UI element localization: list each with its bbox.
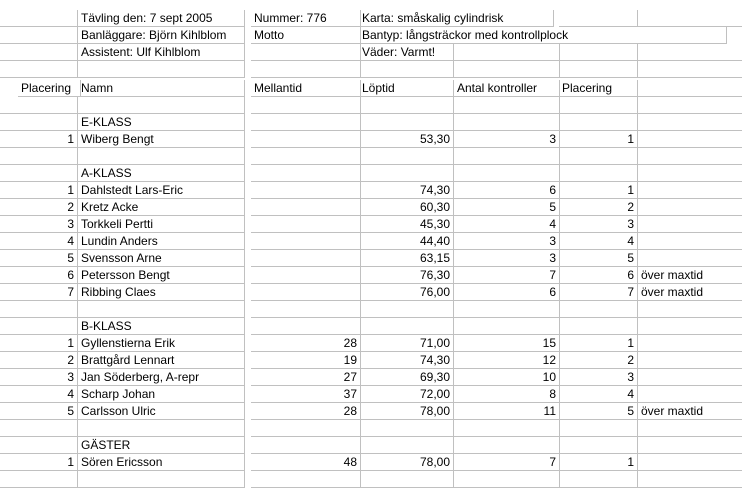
namn-cell[interactable]: Torkkeli Pertti (78, 216, 245, 233)
class-heading-b[interactable]: B-KLASS (78, 318, 245, 335)
info-row-3 (0, 44, 742, 61)
cell[interactable] (359, 420, 454, 437)
antal-cell[interactable]: 6 (454, 182, 560, 199)
cell[interactable] (0, 61, 78, 78)
antal-cell[interactable]: 8 (454, 386, 560, 403)
placering2-cell[interactable]: 1 (559, 131, 638, 148)
cell[interactable] (359, 437, 454, 454)
karta-cell[interactable]: Karta: småskalig cylindrisk (359, 10, 554, 27)
nummer-cell[interactable]: Nummer: 776 (251, 10, 361, 27)
namn-cell[interactable]: Lundin Anders (78, 233, 245, 250)
table-row (0, 403, 742, 420)
cell[interactable] (251, 148, 361, 165)
namn-cell[interactable]: Kretz Acke (78, 199, 245, 216)
note-cell[interactable]: över maxtid (638, 267, 742, 284)
cell[interactable] (638, 165, 742, 182)
loptid-cell[interactable]: 76,00 (359, 284, 454, 301)
class-heading-row (0, 318, 742, 335)
mellantid-cell[interactable] (251, 250, 361, 267)
cell[interactable] (454, 471, 560, 488)
cell[interactable] (638, 148, 742, 165)
namn-cell[interactable]: Gyllenstierna Erik (78, 335, 245, 352)
cell[interactable] (251, 471, 361, 488)
cell[interactable] (559, 61, 638, 78)
cell[interactable] (559, 437, 638, 454)
cell[interactable] (638, 97, 742, 114)
placering2-cell[interactable]: 4 (559, 386, 638, 403)
table-row (0, 216, 742, 233)
placering-cell[interactable]: 1 (0, 454, 78, 471)
empty-row (0, 61, 742, 78)
table-row (0, 369, 742, 386)
cell[interactable] (251, 301, 361, 318)
loptid-cell[interactable]: 60,30 (359, 199, 454, 216)
empty-row (0, 97, 742, 114)
antal-cell[interactable]: 5 (454, 199, 560, 216)
note-cell[interactable]: över maxtid (638, 403, 742, 420)
class-heading-row (0, 437, 742, 454)
loptid-cell[interactable]: 45,30 (359, 216, 454, 233)
cell[interactable] (454, 318, 560, 335)
mellantid-cell[interactable]: 19 (251, 352, 361, 369)
cell[interactable] (78, 148, 245, 165)
cell[interactable] (251, 420, 361, 437)
placering-cell[interactable]: 1 (0, 335, 78, 352)
class-heading-row (0, 114, 742, 131)
table-row (0, 284, 742, 301)
placering2-cell[interactable]: 1 (559, 182, 638, 199)
cell[interactable] (0, 437, 78, 454)
placering-cell[interactable]: 3 (0, 216, 78, 233)
cell[interactable] (78, 301, 245, 318)
cell[interactable] (0, 10, 78, 27)
cell[interactable] (454, 420, 560, 437)
cell[interactable] (454, 97, 560, 114)
cell[interactable] (638, 301, 742, 318)
info-row-2 (0, 27, 742, 44)
placering-cell[interactable]: 4 (0, 386, 78, 403)
cell[interactable] (251, 437, 361, 454)
placering-cell[interactable]: 5 (0, 403, 78, 420)
note-cell[interactable] (638, 199, 742, 216)
antal-cell[interactable]: 3 (454, 131, 560, 148)
cell[interactable] (559, 10, 638, 27)
cell[interactable] (0, 97, 78, 114)
empty-row (0, 471, 742, 488)
loptid-cell[interactable]: 44,40 (359, 233, 454, 250)
cell[interactable] (0, 44, 78, 61)
namn-cell[interactable]: Petersson Bengt (78, 267, 245, 284)
cell[interactable] (0, 114, 78, 131)
namn-cell[interactable]: Ribbing Claes (78, 284, 245, 301)
mellantid-cell[interactable]: 37 (251, 386, 361, 403)
note-cell[interactable] (638, 369, 742, 386)
table-row (0, 352, 742, 369)
note-cell[interactable] (638, 335, 742, 352)
motto-cell[interactable]: Motto (251, 27, 361, 44)
table-row (0, 386, 742, 403)
mellantid-cell[interactable] (251, 267, 361, 284)
mellantid-cell[interactable]: 48 (251, 454, 361, 471)
cell[interactable] (454, 114, 560, 131)
class-heading-row (0, 165, 742, 182)
loptid-cell[interactable]: 71,00 (359, 335, 454, 352)
cell[interactable] (359, 471, 454, 488)
cell[interactable] (359, 114, 454, 131)
loptid-cell[interactable]: 53,30 (359, 131, 454, 148)
table-row (0, 335, 742, 352)
note-cell[interactable] (638, 182, 742, 199)
placering2-cell[interactable]: 7 (559, 284, 638, 301)
antal-cell[interactable]: 3 (454, 233, 560, 250)
placering2-cell[interactable]: 1 (559, 454, 638, 471)
placering2-cell[interactable]: 6 (559, 267, 638, 284)
namn-cell[interactable]: Brattgård Lennart (78, 352, 245, 369)
cell[interactable] (559, 318, 638, 335)
placering2-cell[interactable]: 2 (559, 352, 638, 369)
placering-cell[interactable]: 2 (0, 352, 78, 369)
placering-cell[interactable]: 1 (0, 131, 78, 148)
cell[interactable] (0, 318, 78, 335)
mellantid-cell[interactable] (251, 216, 361, 233)
antal-cell[interactable]: 10 (454, 369, 560, 386)
header-placering[interactable]: Placering (18, 80, 81, 97)
loptid-cell[interactable]: 74,30 (359, 182, 454, 199)
cell[interactable] (0, 301, 78, 318)
placering2-cell[interactable]: 3 (559, 216, 638, 233)
placering-cell[interactable]: 6 (0, 267, 78, 284)
empty-row (0, 148, 742, 165)
cell[interactable] (251, 114, 361, 131)
cell[interactable] (0, 420, 78, 437)
cell[interactable] (251, 97, 361, 114)
loptid-cell[interactable]: 78,00 (359, 454, 454, 471)
cell[interactable] (78, 471, 245, 488)
cell[interactable] (359, 61, 454, 78)
placering2-cell[interactable]: 5 (559, 250, 638, 267)
namn-cell[interactable]: Sören Ericsson (78, 454, 245, 471)
mellantid-cell[interactable]: 28 (251, 335, 361, 352)
cell[interactable] (454, 61, 560, 78)
loptid-cell[interactable]: 78,00 (359, 403, 454, 420)
cell[interactable] (0, 165, 78, 182)
assistent-cell[interactable]: Assistent: Ulf Kihlblom (78, 44, 245, 61)
loptid-cell[interactable]: 63,15 (359, 250, 454, 267)
note-cell[interactable] (638, 352, 742, 369)
vader-cell[interactable]: Väder: Varmt! (359, 44, 454, 61)
bantyp-cell[interactable]: Bantyp: långsträckor med kontrollplock (359, 27, 727, 44)
cell[interactable] (638, 10, 742, 27)
table-row (0, 131, 742, 148)
placering-cell[interactable]: 7 (0, 284, 78, 301)
cell[interactable] (559, 471, 638, 488)
header-namn[interactable]: Namn (78, 80, 245, 97)
note-cell[interactable] (638, 454, 742, 471)
mellantid-cell[interactable] (251, 199, 361, 216)
table-row (0, 199, 742, 216)
placering-cell[interactable]: 5 (0, 250, 78, 267)
loptid-cell[interactable]: 76,30 (359, 267, 454, 284)
empty-row (0, 420, 742, 437)
mellantid-cell[interactable]: 28 (251, 403, 361, 420)
table-row (0, 233, 742, 250)
antal-cell[interactable]: 7 (454, 454, 560, 471)
header-placering-2[interactable]: Placering (559, 80, 638, 97)
placering-cell[interactable]: 3 (0, 369, 78, 386)
mellantid-cell[interactable] (251, 284, 361, 301)
namn-cell[interactable]: Svensson Arne (78, 250, 245, 267)
table-row (0, 454, 742, 471)
cell[interactable] (0, 148, 78, 165)
column-header-row (0, 80, 742, 97)
placering-cell[interactable]: 2 (0, 199, 78, 216)
cell[interactable] (251, 165, 361, 182)
table-row (0, 250, 742, 267)
placering2-cell[interactable]: 4 (559, 233, 638, 250)
class-heading-a[interactable]: A-KLASS (78, 165, 245, 182)
note-cell[interactable]: över maxtid (638, 284, 742, 301)
cell[interactable] (78, 61, 245, 78)
namn-cell[interactable]: Scharp Johan (78, 386, 245, 403)
antal-cell[interactable]: 12 (454, 352, 560, 369)
loptid-cell[interactable]: 69,30 (359, 369, 454, 386)
placering-cell[interactable]: 4 (0, 233, 78, 250)
cell[interactable] (0, 27, 78, 44)
loptid-cell[interactable]: 72,00 (359, 386, 454, 403)
cell[interactable] (638, 44, 742, 61)
cell[interactable] (78, 420, 245, 437)
cell[interactable] (559, 114, 638, 131)
namn-cell[interactable]: Wiberg Bengt (78, 131, 245, 148)
antal-cell[interactable]: 6 (454, 284, 560, 301)
namn-cell[interactable]: Jan Söderberg, A-repr (78, 369, 245, 386)
table-row (0, 182, 742, 199)
placering2-cell[interactable]: 2 (559, 199, 638, 216)
cell[interactable] (454, 301, 560, 318)
info-row-1 (0, 10, 742, 27)
cell[interactable] (454, 44, 560, 61)
class-heading-gaster[interactable]: GÄSTER (78, 437, 245, 454)
note-cell[interactable] (638, 386, 742, 403)
cell[interactable] (78, 97, 245, 114)
cell[interactable] (454, 437, 560, 454)
note-cell[interactable] (638, 233, 742, 250)
cell[interactable] (251, 318, 361, 335)
cell[interactable] (559, 148, 638, 165)
cell[interactable] (359, 318, 454, 335)
antal-cell[interactable]: 7 (454, 267, 560, 284)
cell[interactable] (359, 97, 454, 114)
mellantid-cell[interactable] (251, 182, 361, 199)
note-cell[interactable] (638, 131, 742, 148)
cell[interactable] (638, 61, 742, 78)
cell[interactable] (638, 80, 742, 97)
tavling-cell[interactable]: Tävling den: 7 sept 2005 (78, 10, 245, 27)
cell[interactable] (638, 318, 742, 335)
header-loptid[interactable]: Löptid (359, 80, 454, 97)
placering2-cell[interactable]: 3 (559, 369, 638, 386)
cell[interactable] (454, 148, 560, 165)
placering2-cell[interactable]: 1 (559, 335, 638, 352)
antal-cell[interactable]: 4 (454, 216, 560, 233)
antal-cell[interactable]: 11 (454, 403, 560, 420)
cell[interactable] (251, 44, 361, 61)
cell[interactable] (359, 165, 454, 182)
cell[interactable] (359, 148, 454, 165)
cell[interactable] (638, 420, 742, 437)
cell[interactable] (251, 61, 361, 78)
cell[interactable] (638, 437, 742, 454)
class-heading-e[interactable]: E-KLASS (78, 114, 245, 131)
banlaggare-cell[interactable]: Banläggare: Björn Kihlblom (78, 27, 245, 44)
placering2-cell[interactable]: 5 (559, 403, 638, 420)
cell[interactable] (559, 165, 638, 182)
loptid-cell[interactable]: 74,30 (359, 352, 454, 369)
header-mellantid[interactable]: Mellantid (251, 80, 361, 97)
cell[interactable] (559, 420, 638, 437)
cell[interactable] (0, 471, 78, 488)
note-cell[interactable] (638, 216, 742, 233)
cell[interactable] (454, 165, 560, 182)
empty-row (0, 301, 742, 318)
cell[interactable] (638, 471, 742, 488)
namn-cell[interactable]: Carlsson Ulric (78, 403, 245, 420)
namn-cell[interactable]: Dahlstedt Lars-Eric (78, 182, 245, 199)
mellantid-cell[interactable] (251, 233, 361, 250)
cell[interactable] (638, 114, 742, 131)
cell[interactable] (559, 44, 638, 61)
cell[interactable] (559, 97, 638, 114)
header-antal-kontroller[interactable]: Antal kontroller (454, 80, 560, 97)
placering-cell[interactable]: 1 (0, 182, 78, 199)
mellantid-cell[interactable]: 27 (251, 369, 361, 386)
cell[interactable] (359, 301, 454, 318)
table-row (0, 267, 742, 284)
note-cell[interactable] (638, 250, 742, 267)
antal-cell[interactable]: 3 (454, 250, 560, 267)
mellantid-cell[interactable] (251, 131, 361, 148)
antal-cell[interactable]: 15 (454, 335, 560, 352)
cell[interactable] (559, 301, 638, 318)
